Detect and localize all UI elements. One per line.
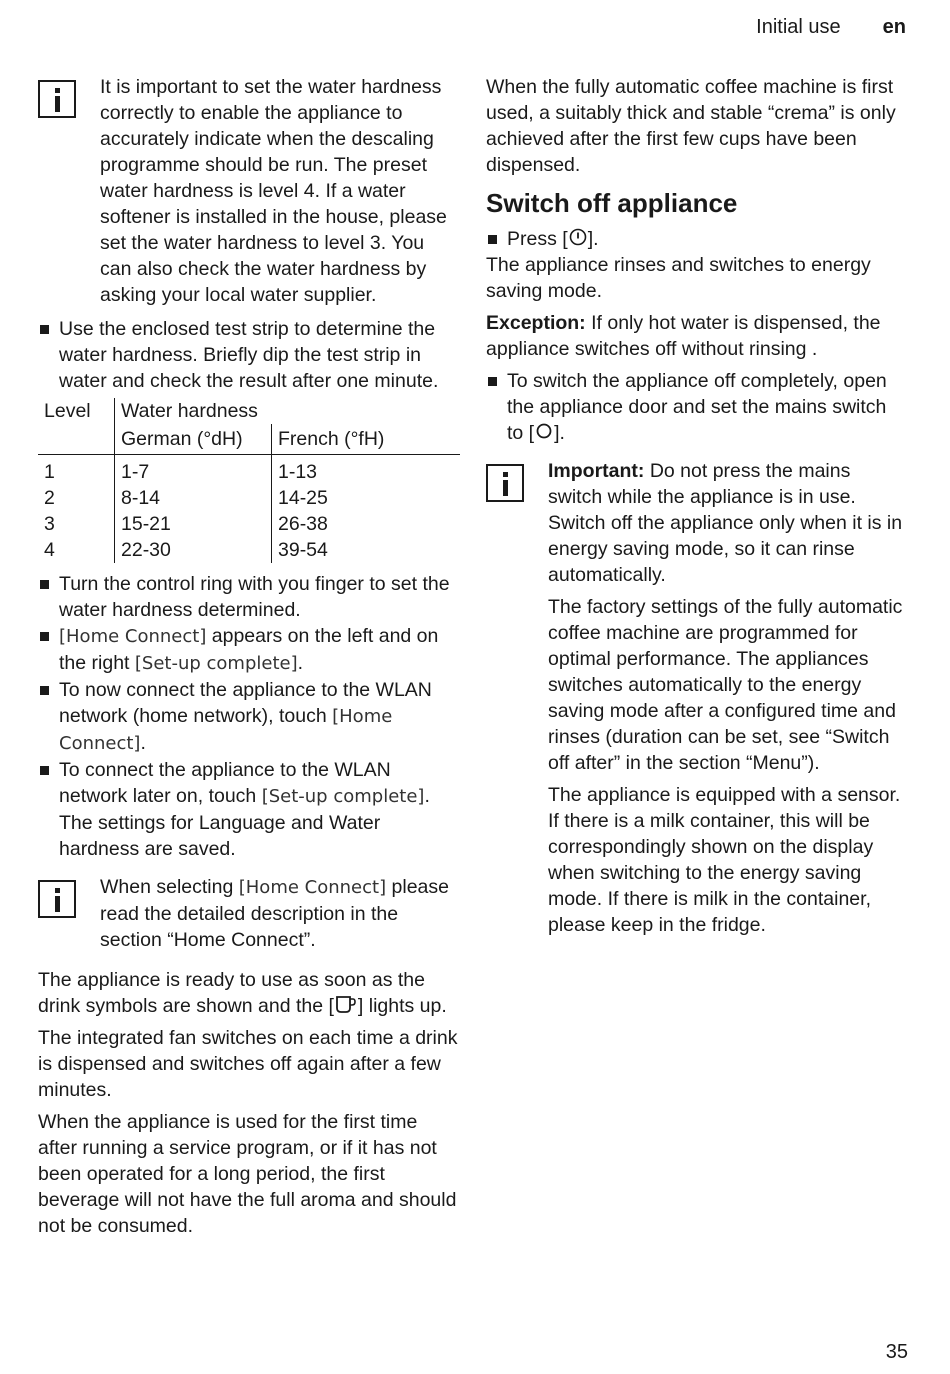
display-text-setup-complete: [Set-up complete] <box>134 653 298 674</box>
cell-german: 8-14 <box>115 485 272 511</box>
paragraph-text-a: The appliance is ready to use as soon as the drink symbols are shown and the [ <box>38 969 425 1017</box>
important-text: Do not press the mains switch while the appliance is in use. Switch off the appliance only when it is in energy saving mode, so it can rinse automatically. <box>548 460 903 586</box>
header-water-hardness: Water hardness <box>115 398 461 424</box>
info-note-important <box>486 458 906 938</box>
cell-german: 22-30 <box>115 537 272 563</box>
paragraph-exception <box>486 310 906 362</box>
bullet-display-appears <box>38 623 460 677</box>
exception-label: Exception: <box>486 312 586 334</box>
bullet-text: appears on the left and on the right <box>59 625 439 674</box>
bullet-switch-off-completely <box>486 368 906 446</box>
bullet-text: To now connect the appliance to the WLAN network (home network), touch <box>59 679 432 727</box>
header-empty <box>38 424 115 455</box>
header-level: Level <box>44 400 91 422</box>
info-note-text: It is important to set the water hardness correctly to enable the appliance to accurately indicate when the descaling programme should be run. The preset water hardness is level 4. If a water softener is installed in the house, please set the water hardness to level 3. You can also check the water hardness by asking your local water supplier. <box>100 76 447 306</box>
info-factory-settings: The factory settings of the fully automatic coffee machine are programmed for optimal performance. The appliances switches automatically to the energy saving mode after a configured time and rinses (duration can be set, see “Switch off after” in the section “Menu”). <box>548 596 903 774</box>
bullet-control-ring: Turn the control ring with you finger to set the water hardness determined. <box>38 571 460 623</box>
info-note-text <box>100 874 460 953</box>
info-text-b: please read the detailed description in the section “Home Connect”. <box>100 876 449 951</box>
cell-level: 2 <box>44 487 55 509</box>
info-note-text <box>548 458 906 588</box>
page-header <box>756 16 906 39</box>
paragraph-rinses: The appliance rinses and switches to energy saving mode. <box>486 254 871 302</box>
bullet-text-end: . <box>297 652 304 674</box>
table-subheader-row <box>38 424 460 455</box>
info-icon <box>38 880 76 918</box>
cell-french: 1-13 <box>272 455 461 486</box>
table-row <box>38 537 460 563</box>
info-sensor: The appliance is equipped with a sensor. If there is a milk container, this will be correspondingly shown on the display when switching to the energy saving mode. If there is milk in the container, please keep in the fridge. <box>548 784 901 936</box>
section-title: Initial use <box>756 16 841 38</box>
exception-text: If only hot water is dispensed, the appliance switches off without rinsing . <box>486 312 881 360</box>
bullet-press-power <box>486 226 906 252</box>
left-column <box>38 74 460 1245</box>
display-text-setup-complete: [Set-up complete] <box>261 786 425 807</box>
display-text-home-connect: [Home Connect] <box>59 626 207 647</box>
paragraph-crema: When the fully automatic coffee machine is first used, a suitably thick and stable “crema” is only achieved after the first few cups have been dispensed. <box>486 76 896 176</box>
cell-level: 1 <box>44 461 55 483</box>
power-icon <box>568 227 588 247</box>
paragraph-first-use: When the appliance is used for the first time after running a service program, or if it has not been operated for a long period, the first beverage will not have the full aroma and should not be consumed. <box>38 1111 457 1237</box>
language-code: en <box>882 16 906 38</box>
info-icon <box>486 464 524 502</box>
bullet-text-b: ]. <box>554 422 565 444</box>
display-text-home-connect: [Home Connect] <box>59 706 393 754</box>
cup-icon <box>334 994 358 1014</box>
bullet-text-a: To switch the appliance off completely, open the appliance door and set the mains switch to [ <box>507 370 887 444</box>
table-row <box>38 455 460 486</box>
bullet-connect-wlan-later <box>38 757 460 862</box>
bullet-text-end: . <box>140 732 146 754</box>
right-column <box>486 74 906 946</box>
cell-german: 1-7 <box>115 455 272 486</box>
cell-french: 39-54 <box>272 537 461 563</box>
page-number: 35 <box>885 1341 908 1363</box>
table-header-row <box>38 398 460 424</box>
table-row <box>38 511 460 537</box>
cell-french: 26-38 <box>272 511 461 537</box>
header-german: German (°dH) <box>115 424 272 455</box>
off-circle-icon <box>534 421 554 441</box>
header-french: French (°fH) <box>272 424 461 455</box>
paragraph-text-b: ] lights up. <box>357 995 447 1017</box>
info-note-water-hardness <box>38 74 460 308</box>
info-note-home-connect <box>38 874 460 953</box>
table-row <box>38 485 460 511</box>
display-text-home-connect: [Home Connect] <box>238 877 387 898</box>
cell-german: 15-21 <box>115 511 272 537</box>
heading-switch-off: Switch off appliance <box>486 188 738 218</box>
bullet-test-strip: Use the enclosed test strip to determine the water hardness. Briefly dip the test strip in water and check the result after one minute. <box>38 316 460 394</box>
water-hardness-table <box>38 398 460 563</box>
bullet-text-end: . The settings for Language and Water hardness are saved. <box>59 785 430 860</box>
bullet-text: To connect the appliance to the WLAN network later on, touch <box>59 759 391 807</box>
cell-french: 14-25 <box>272 485 461 511</box>
bullet-connect-wlan-now <box>38 677 460 757</box>
paragraph-ready-to-use <box>38 967 460 1019</box>
cell-level: 4 <box>44 539 55 561</box>
info-icon <box>38 80 76 118</box>
cell-level: 3 <box>44 513 55 535</box>
bullet-text-a: Press [ <box>507 228 568 250</box>
bullet-text-b: ]. <box>587 228 599 250</box>
important-label: Important: <box>548 460 645 482</box>
info-text-a: When selecting <box>100 876 239 898</box>
paragraph-fan: The integrated fan switches on each time a drink is dispensed and switches off again after a few minutes. <box>38 1027 458 1101</box>
